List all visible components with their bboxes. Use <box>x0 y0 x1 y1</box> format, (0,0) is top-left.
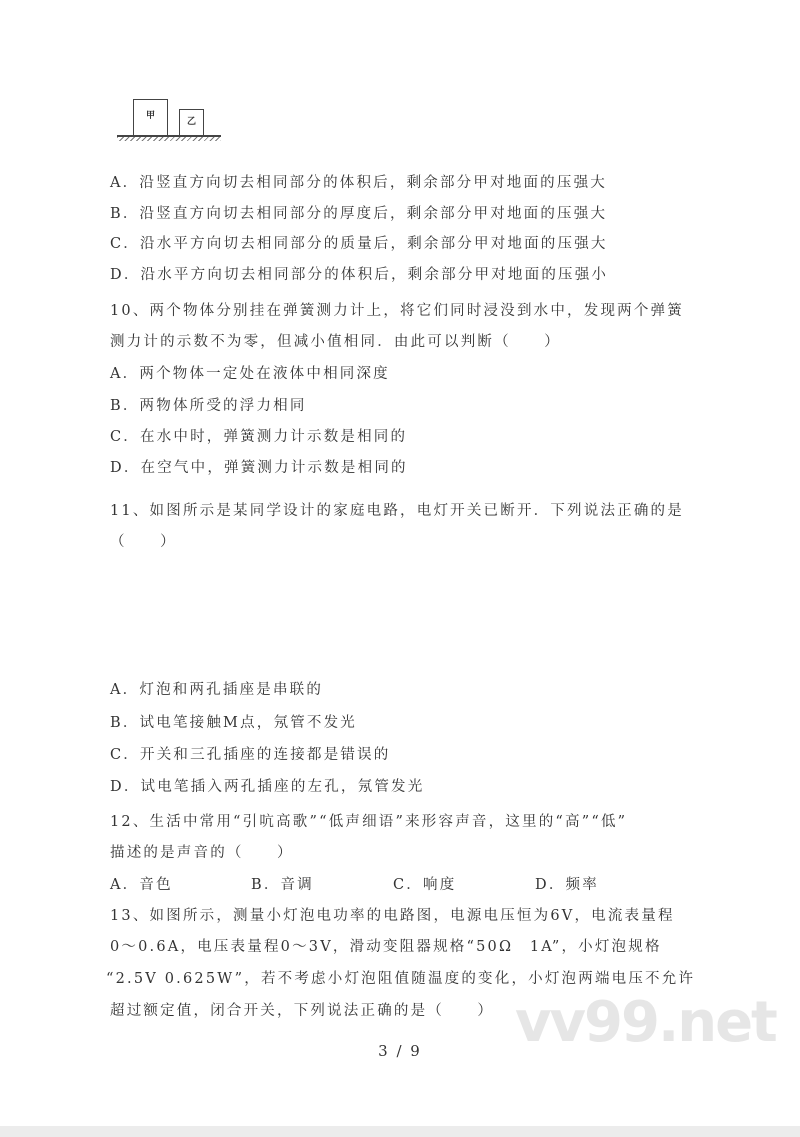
q13-stem-line2: 0～0.6A，电压表量程0～3V，滑动变阻器规格“50Ω 1A”，小灯泡规格 <box>110 939 662 955</box>
q13-stem-line4: 超过额定值，闭合开关，下列说法正确的是（ ） <box>110 1003 495 1019</box>
q12-option-b: B．音调 <box>251 877 314 893</box>
q12-option-c: C．响度 <box>393 877 457 893</box>
block-yi: 乙 <box>179 109 204 136</box>
page-bottom-edge <box>0 1126 800 1137</box>
q11-stem-line2: （ ） <box>110 534 177 550</box>
q9-option-c: C．沿水平方向切去相同部分的质量后，剩余部分甲对地面的压强大 <box>110 236 608 252</box>
q10-option-c: C．在水中时，弹簧测力计示数是相同的 <box>110 429 408 445</box>
q11-option-d: D．试电笔插入两孔插座的左孔，氖管发光 <box>110 779 425 795</box>
q12-option-d: D．频率 <box>535 877 599 893</box>
q11-option-b: B．试电笔接触M点，氖管不发光 <box>110 715 358 731</box>
q11-option-c: C．开关和三孔插座的连接都是错误的 <box>110 747 391 763</box>
q11-option-a: A．灯泡和两孔插座是串联的 <box>110 682 324 698</box>
q13-stem-line3: “2.5V 0.625W”，若不考虑小灯泡阻值随温度的变化，小灯泡两端电压不允许 <box>106 971 696 987</box>
q10-stem-line1: 10、两个物体分别挂在弹簧测力计上，将它们同时浸没到水中，发现两个弹簧 <box>110 303 684 319</box>
q9-option-a: A．沿竖直方向切去相同部分的体积后，剩余部分甲对地面的压强大 <box>110 175 607 191</box>
ground-hatching <box>117 137 221 141</box>
q10-option-b: B．两物体所受的浮力相同 <box>110 398 307 414</box>
q10-option-a: A．两个物体一定处在液体中相同深度 <box>110 366 390 382</box>
q9-option-d: D．沿水平方向切去相同部分的体积后，剩余部分甲对地面的压强小 <box>110 267 609 283</box>
q9-option-b: B．沿竖直方向切去相同部分的厚度后，剩余部分甲对地面的压强大 <box>110 206 608 222</box>
q13-stem-line1: 13、如图所示，测量小灯泡电功率的电路图，电源电压恒为6V，电流表量程 <box>110 908 675 924</box>
watermark: vv99.net <box>515 990 776 1055</box>
q12-stem-line2: 描述的是声音的（ ） <box>110 845 294 861</box>
page-number: 3 / 9 <box>378 1042 422 1060</box>
q12-option-a: A．音色 <box>110 877 173 893</box>
q10-option-d: D．在空气中，弹簧测力计示数是相同的 <box>110 460 408 476</box>
q10-stem-line2: 测力计的示数不为零，但减小值相同．由此可以判断（ ） <box>110 334 561 350</box>
block-jia: 甲 <box>133 99 168 136</box>
q12-stem-line1: 12、生活中常用“引吭高歌”“低声细语”来形容声音，这里的“高”“低” <box>110 814 628 830</box>
q11-stem-line1: 11、如图所示是某同学设计的家庭电路，电灯开关已断开．下列说法正确的是 <box>110 503 684 519</box>
